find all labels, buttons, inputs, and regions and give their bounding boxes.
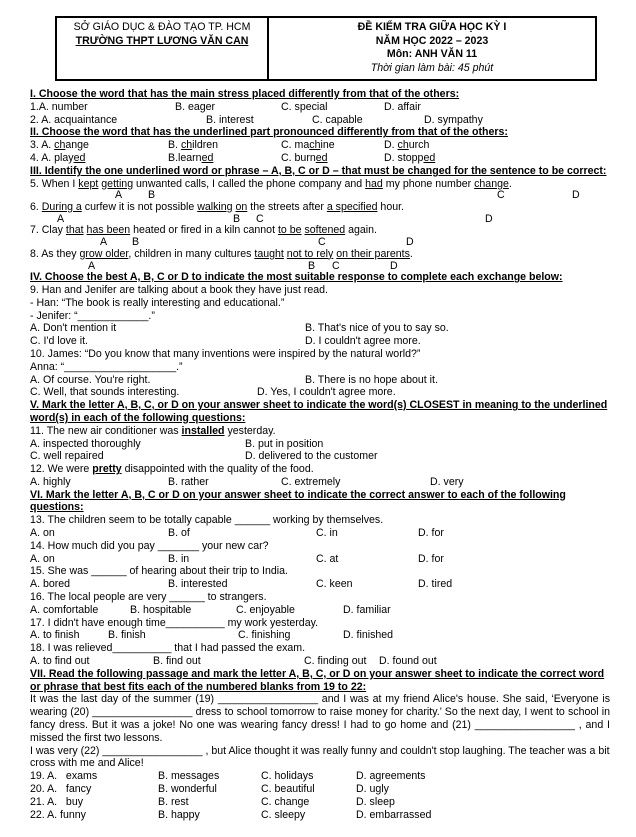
school-name: TRƯỜNG THPT LƯƠNG VĂN CAN (75, 34, 249, 47)
option-c: C. well repaired (30, 450, 104, 463)
option-d (384, 152, 435, 165)
question-3-options-row (30, 139, 610, 152)
option-c (281, 152, 328, 165)
option-d: D. very (430, 475, 464, 488)
section-vii-heading: VII. Read the following passage and mark the letter A, B, C, or D on your answer sheet to indicate the correct word or phrase that best fits each of the numbered blanks from 19 to 22: (30, 667, 605, 693)
underlined-seg: walking (197, 200, 233, 213)
option-c: C. capable (312, 113, 363, 126)
option-a: A. inspected thoroughly (30, 437, 141, 450)
option-b: B. eager (175, 100, 216, 113)
section-i-heading: I. Choose the word that has the main stress placed differently from that of the others: (30, 88, 460, 100)
text-seg: heated or fired in a kiln cannot (130, 224, 278, 237)
letter-a: A (57, 212, 65, 225)
letter-b: B (132, 236, 140, 249)
underlined-seg: to be (277, 224, 302, 237)
letter-c: C (256, 212, 264, 225)
text-seg: 8. As they (30, 247, 80, 260)
question-15-options-row (30, 578, 610, 591)
text-seg: 11. The new air conditioner was (30, 424, 182, 437)
option-a: A. highly (30, 475, 71, 488)
question-4-options-row (30, 152, 610, 165)
question-10-anna-line: Anna: “___________________.” (30, 360, 183, 373)
text-seg: hour. (377, 200, 404, 213)
question-14-sentence: 14. How much did you pay _______ your new car? (30, 539, 269, 552)
letter-d: D (390, 259, 398, 272)
underlined-seg: on (235, 200, 248, 213)
option-a: A. on (30, 527, 55, 540)
text-seg: D. stopp (384, 151, 424, 164)
text-seg: curfew it is not possible (81, 200, 198, 213)
letter-a: A (115, 189, 123, 202)
question-22-options-row (30, 809, 610, 822)
question-15-sentence: 15. She was ______ of hearing about their trip to India. (30, 565, 288, 578)
letter-c: C (497, 189, 505, 202)
section-iv-heading: IV. Choose the best A, B, C or D to indicate the most suitable response to complete each exchange below: (30, 271, 563, 284)
option-c: C. Well, that sounds interesting. (30, 386, 180, 399)
header-left-cell (57, 18, 269, 79)
underlined-seg: ch (180, 139, 193, 152)
text-seg: . (508, 177, 512, 190)
option-d: D. tired (418, 578, 453, 591)
option-b: B. hospitable (130, 603, 192, 616)
option-c: C. I'd love it. (30, 335, 88, 348)
option-b: B. in (168, 552, 190, 565)
text-seg: ildren (192, 139, 219, 152)
option-d: D. found out (379, 655, 437, 668)
option-b: B. There is no hope about it. (305, 373, 438, 386)
option-b: B. wonderful (158, 783, 217, 796)
option-d: D. sleep (356, 795, 395, 808)
option-d: D. Yes, I couldn't agree more. (257, 386, 396, 399)
question-18-options-row (30, 655, 610, 668)
option-a: A. Don't mention it (30, 322, 117, 335)
option-a: 22. A. funny (30, 808, 86, 821)
text-seg: 4. A. play (30, 151, 74, 164)
underlined-seg: that (65, 224, 84, 237)
option-c: C. sleepy (261, 808, 306, 821)
text-seg: ine (320, 139, 335, 152)
letter-a: A (100, 236, 108, 249)
underlined-seg: getting (101, 177, 134, 190)
text-seg: C. ma (281, 139, 310, 152)
option-a: 20. A. fancy (30, 783, 92, 796)
underlined-seg: not to rely (286, 247, 334, 260)
underlined-seg: taught (254, 247, 284, 260)
question-9-options-row-2 (30, 335, 610, 348)
underlined-seg: ed (315, 151, 328, 164)
option-b (168, 152, 213, 165)
option-c: C. keen (316, 578, 353, 591)
text-seg: C. burn (281, 151, 316, 164)
text-seg: yesterday. (224, 424, 276, 437)
option-b: B. rather (168, 475, 209, 488)
text-seg: B.learn (168, 151, 202, 164)
question-14-options-row (30, 553, 610, 566)
text-seg: 6. (30, 200, 42, 213)
underlined-seg: has been (86, 224, 131, 237)
question-18-sentence: 18. I was relieved__________ that I had passed the exam. (30, 642, 306, 655)
option-d: D. familiar (343, 603, 391, 616)
option-c: C. in (316, 527, 338, 540)
question-10-james-line: 10. James: “Do you know that many inventions were inspired by the natural world?” (30, 347, 421, 360)
question-10-options-row-2 (30, 386, 610, 399)
text-seg: B. (168, 139, 181, 152)
option-d: D. delivered to the customer (245, 450, 378, 463)
letter-d: D (406, 236, 414, 249)
text-seg: 3. A. (30, 139, 55, 152)
option-d: D. finished (343, 629, 394, 642)
bold-underlined-word: installed (181, 424, 225, 437)
underlined-seg: had (365, 177, 383, 190)
section-iii-heading: III. Identify the one underlined word or phrase – A, B, C or D – that must be changed for the sentence to be correct: (30, 164, 607, 177)
underlined-seg: change (474, 177, 509, 190)
question-16-sentence: 16. The local people are very ______ to strangers. (30, 591, 267, 604)
section-vi-heading: VI. Mark the letter A, B, C or D on your answer sheet to indicate the correct answer to each of the following questions: (30, 488, 566, 514)
option-d: D. ugly (356, 783, 389, 796)
question-2-options-row (30, 114, 610, 127)
bold-underlined-word: pretty (92, 463, 122, 476)
option-c: C. enjoyable (236, 603, 295, 616)
option-a: 2. A. acquaintance (30, 113, 118, 126)
underlined-seg: During a (41, 200, 82, 213)
option-b: B. interest (206, 113, 254, 126)
subject-line: Môn: ANH VĂN 11 (386, 48, 478, 60)
header-table (55, 16, 597, 81)
department-name: SỞ GIÁO DỤC & ĐÀO TẠO TP. HCM (73, 21, 251, 33)
text-seg: my phone number (382, 177, 475, 190)
option-b: B. finish (108, 629, 146, 642)
option-d: D. for (418, 527, 444, 540)
option-d: D. affair (384, 100, 421, 113)
text-seg: 12. We were (30, 463, 93, 476)
question-11-sentence (30, 425, 610, 438)
option-b: B. interested (168, 578, 228, 591)
underlined-seg: on their parents (336, 247, 410, 260)
option-b: B. find out (153, 655, 201, 668)
question-21-options-row (30, 796, 610, 809)
option-b: B. of (168, 527, 190, 540)
question-20-options-row (30, 783, 610, 796)
exam-title: ĐỀ KIỂM TRA GIỮA HỌC KỲ I (357, 21, 507, 33)
underlined-seg: kept (78, 177, 99, 190)
question-13-sentence: 13. The children seem to be totally capable ______ working by themselves. (30, 514, 384, 527)
option-c (281, 139, 335, 152)
text-seg: . (409, 247, 413, 260)
header-right-cell (269, 18, 595, 79)
option-c: C. special (281, 100, 328, 113)
duration-line: Thời gian làm bài: 45 phút (370, 61, 494, 74)
question-9-jenifer-line: - Jenifer: “____________.” (30, 309, 155, 322)
option-c: C. finishing (238, 629, 291, 642)
option-a: A. comfortable (30, 603, 99, 616)
text-seg: D. (384, 139, 398, 152)
question-1-options-row (30, 101, 610, 114)
option-b: B. messages (158, 770, 220, 783)
letter-b: B (233, 212, 241, 225)
question-11-options-row-2 (30, 450, 610, 463)
letter-d: D (485, 212, 493, 225)
question-6-letters-row (30, 214, 610, 225)
question-13-options-row (30, 527, 610, 540)
reading-passage-paragraph-2: I was very (22) _________________ , but Alice thought it was really funny and couldn't stop laughing. The teacher was a bit cross with me and Alice! (30, 744, 610, 770)
question-8-letters-row (30, 261, 610, 272)
option-d (384, 139, 429, 152)
option-b: B. happy (158, 808, 200, 821)
option-c: C. extremely (281, 475, 341, 488)
text-seg: urch (408, 139, 430, 152)
text-seg: ange (65, 139, 89, 152)
option-d: D. I couldn't agree more. (305, 335, 421, 348)
option-d: D. embarrassed (356, 808, 432, 821)
underlined-seg: ch (309, 139, 321, 152)
underlined-seg: ch (54, 139, 66, 152)
option-a: A. bored (30, 578, 71, 591)
option-a: 1.A. number (30, 100, 88, 113)
option-a: A. to finish (30, 629, 80, 642)
letter-a: A (88, 259, 96, 272)
letter-c: C (332, 259, 340, 272)
section-v-heading: V. Mark the letter A, B, C, or D on your answer sheet to indicate the word(s) CLOSEST in meaning to the underlined word(s) in each of the following questions: (30, 399, 608, 424)
text-seg: 7. Clay (30, 224, 66, 237)
option-a: A. Of course. You're right. (30, 373, 151, 386)
section-ii-heading: II. Choose the word that has the underlined part pronounced differently from that of the others: (30, 126, 508, 139)
option-c: C. finding out (304, 655, 367, 668)
option-d: D. for (418, 552, 444, 565)
question-16-options-row (30, 604, 610, 617)
question-11-options-row-1 (30, 438, 610, 451)
question-17-sentence: 17. I didn't have enough time__________ my work yesterday. (30, 616, 319, 629)
underlined-seg: grow older (79, 247, 129, 260)
question-9-han-line: - Han: “The book is really interesting and educational.” (30, 296, 285, 309)
option-b (168, 139, 218, 152)
text-seg: the streets after (247, 200, 327, 213)
option-a: A. on (30, 552, 55, 565)
question-5-letters-row (30, 190, 610, 201)
school-year: NĂM HỌC 2022 – 2023 (375, 34, 489, 47)
letter-b: B (148, 189, 156, 202)
option-d: D. sympathy (424, 113, 483, 126)
question-7-letters-row (30, 237, 610, 248)
option-b: B. rest (158, 795, 189, 808)
underlined-seg: a specified (326, 200, 378, 213)
option-c: C. change (261, 795, 310, 808)
option-b: B. That's nice of you to say so. (305, 322, 449, 335)
question-10-options-row-1 (30, 374, 610, 387)
letter-c: C (318, 236, 326, 249)
text-seg: unwanted calls, I called the phone company and (133, 177, 366, 190)
underlined-seg: ed (201, 151, 214, 164)
question-9-intro: 9. Han and Jenifer are talking about a book they have just read. (30, 283, 328, 296)
question-19-options-row (30, 770, 610, 783)
underlined-seg: ed (423, 151, 436, 164)
option-a: A. to find out (30, 655, 90, 668)
letter-d: D (572, 189, 580, 202)
option-a: 19. A. exams (30, 770, 98, 783)
question-12-sentence (30, 463, 610, 476)
text-seg: 5. When I (30, 177, 79, 190)
text-seg: disappointed with the quality of the food. (121, 463, 314, 476)
option-c: C. holidays (261, 770, 314, 783)
text-seg: again. (345, 224, 377, 237)
option-c: C. beautiful (261, 783, 315, 796)
option-a (30, 152, 85, 165)
text-seg: , children in many cultures (128, 247, 255, 260)
letter-b: B (308, 259, 316, 272)
option-a (30, 139, 89, 152)
question-9-options-row-1 (30, 322, 610, 335)
underlined-seg: softened (304, 224, 346, 237)
question-12-options-row (30, 476, 610, 489)
option-a: 21. A. buy (30, 795, 84, 808)
question-17-options-row (30, 629, 610, 642)
option-b: B. put in position (245, 437, 324, 450)
underlined-seg: ch (397, 139, 409, 152)
question-6-sentence (30, 201, 610, 214)
option-c: C. at (316, 552, 339, 565)
reading-passage-paragraph-1: It was the last day of the summer (19) _________________ and I was at my friend Alice's house. She said, ‘Everyone is wearing (20) _________________ dress to school tomorrow to raise money for charity.’ So the next day, I went to school in fancy dress. But it was a joke! No one was wearing fancy dress! I had to go home and (21) _________________ , and I missed the first two lessons. (30, 693, 610, 744)
underlined-seg: ed (73, 151, 86, 164)
option-d: D. agreements (356, 770, 426, 783)
question-8-sentence (30, 248, 610, 261)
